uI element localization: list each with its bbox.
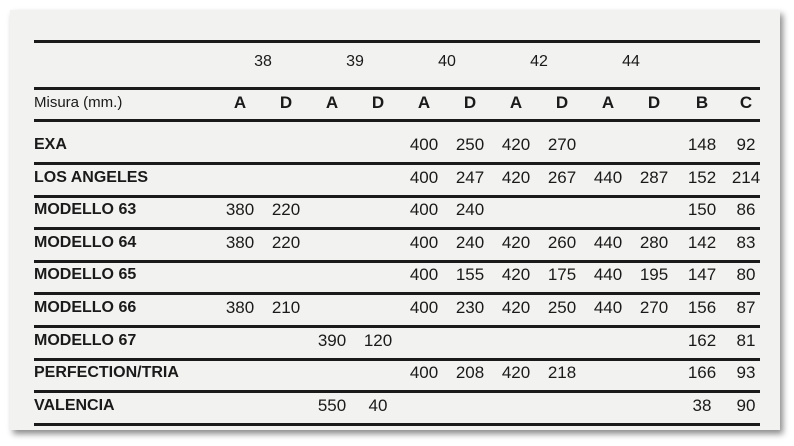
table-cell: 195 xyxy=(639,265,669,285)
size-header-38: 38 xyxy=(254,53,272,70)
table-cell: 420 xyxy=(501,232,531,252)
table-cell: 220 xyxy=(271,232,301,252)
column-letter-d: D xyxy=(279,93,293,112)
table-cell: 270 xyxy=(639,298,669,317)
row-name: PERFECTION/TRIA xyxy=(34,364,179,382)
table-cell: 147 xyxy=(687,265,717,285)
table-cell: 240 xyxy=(455,232,485,252)
row-name: MODELLO 63 xyxy=(34,201,137,219)
column-letter-a: A xyxy=(509,93,523,112)
row-rule xyxy=(34,260,760,263)
table-cell: 280 xyxy=(639,232,669,252)
table-cell: 156 xyxy=(687,298,717,317)
table-cell: 92 xyxy=(736,135,756,154)
table-cell: 150 xyxy=(687,200,717,220)
column-letter-a: A xyxy=(417,93,431,112)
table-cell: 250 xyxy=(455,135,485,154)
table-cell: 270 xyxy=(547,135,577,154)
row-name: LOS ANGELES xyxy=(34,168,149,186)
column-letter-b: B xyxy=(695,93,709,112)
table-cell: 81 xyxy=(736,330,756,350)
table-cell: 93 xyxy=(736,363,756,383)
row-rule xyxy=(34,358,760,361)
table-cell: 380 xyxy=(225,200,255,220)
table-cell: 440 xyxy=(593,232,623,252)
row-rule xyxy=(34,325,760,328)
table-cell: 80 xyxy=(736,265,756,285)
table-cell: 152 xyxy=(687,167,717,187)
row-rule xyxy=(34,162,760,165)
table-cell: 87 xyxy=(736,298,756,317)
table-cell: 220 xyxy=(271,200,301,220)
table-cell: 120 xyxy=(363,330,393,350)
table-cell: 40 xyxy=(368,395,388,415)
size-header-rule xyxy=(34,87,760,90)
size-header-40: 40 xyxy=(438,53,456,70)
document-page xyxy=(10,10,780,430)
table-cell: 400 xyxy=(409,167,439,187)
table-cell: 162 xyxy=(687,330,717,350)
size-header-42: 42 xyxy=(530,53,548,70)
table-cell: 420 xyxy=(501,167,531,187)
table-cell: 440 xyxy=(593,265,623,285)
table-cell: 287 xyxy=(639,167,669,187)
table-cell: 142 xyxy=(687,232,717,252)
row-rule xyxy=(34,227,760,230)
row-name: MODELLO 64 xyxy=(34,233,137,251)
table-cell: 166 xyxy=(687,363,717,383)
size-header-44: 44 xyxy=(622,53,640,70)
size-header-39: 39 xyxy=(346,53,364,70)
column-letter-c: C xyxy=(739,93,753,112)
table-cell: 400 xyxy=(409,298,439,317)
letter-header-rule xyxy=(34,119,760,122)
measure-label: Misura (mm.) xyxy=(34,94,123,111)
table-cell: 83 xyxy=(736,232,756,252)
column-letter-a: A xyxy=(233,93,247,112)
column-letter-d: D xyxy=(371,93,385,112)
column-letter-d: D xyxy=(647,93,661,112)
row-rule xyxy=(34,390,760,393)
table-cell: 400 xyxy=(409,232,439,252)
row-name: MODELLO 67 xyxy=(34,331,137,349)
row-name: MODELLO 65 xyxy=(34,266,137,284)
row-name: EXA xyxy=(34,136,67,153)
table-cell: 247 xyxy=(455,167,485,187)
table-cell: 260 xyxy=(547,232,577,252)
row-rule xyxy=(34,423,760,426)
table-cell: 240 xyxy=(455,200,485,220)
table-cell: 218 xyxy=(547,363,577,383)
table-cell: 440 xyxy=(593,167,623,187)
table-cell: 38 xyxy=(692,395,712,415)
table-cell: 420 xyxy=(501,135,531,154)
table-cell: 210 xyxy=(271,298,301,317)
table-cell: 420 xyxy=(501,363,531,383)
column-letter-d: D xyxy=(463,93,477,112)
table-cell: 380 xyxy=(225,298,255,317)
table-cell: 400 xyxy=(409,363,439,383)
table-cell: 148 xyxy=(687,135,717,154)
row-rule xyxy=(34,292,760,295)
table-cell: 400 xyxy=(409,135,439,154)
row-rule xyxy=(34,195,760,198)
table-cell: 214 xyxy=(731,167,761,187)
table-cell: 380 xyxy=(225,232,255,252)
table-cell: 400 xyxy=(409,200,439,220)
table-cell: 155 xyxy=(455,265,485,285)
column-letter-d: D xyxy=(555,93,569,112)
row-name: VALENCIA xyxy=(34,396,115,414)
top-rule xyxy=(34,40,760,43)
table-cell: 420 xyxy=(501,298,531,317)
table-cell: 267 xyxy=(547,167,577,187)
table-cell: 175 xyxy=(547,265,577,285)
table-cell: 400 xyxy=(409,265,439,285)
column-letter-a: A xyxy=(601,93,615,112)
table-cell: 90 xyxy=(736,395,756,415)
table-cell: 208 xyxy=(455,363,485,383)
table-cell: 550 xyxy=(317,395,347,415)
table-cell: 86 xyxy=(736,200,756,220)
table-cell: 440 xyxy=(593,298,623,317)
row-name: MODELLO 66 xyxy=(34,299,137,316)
column-letter-a: A xyxy=(325,93,339,112)
table-cell: 420 xyxy=(501,265,531,285)
table-cell: 230 xyxy=(455,298,485,317)
table-cell: 250 xyxy=(547,298,577,317)
table-cell: 390 xyxy=(317,330,347,350)
